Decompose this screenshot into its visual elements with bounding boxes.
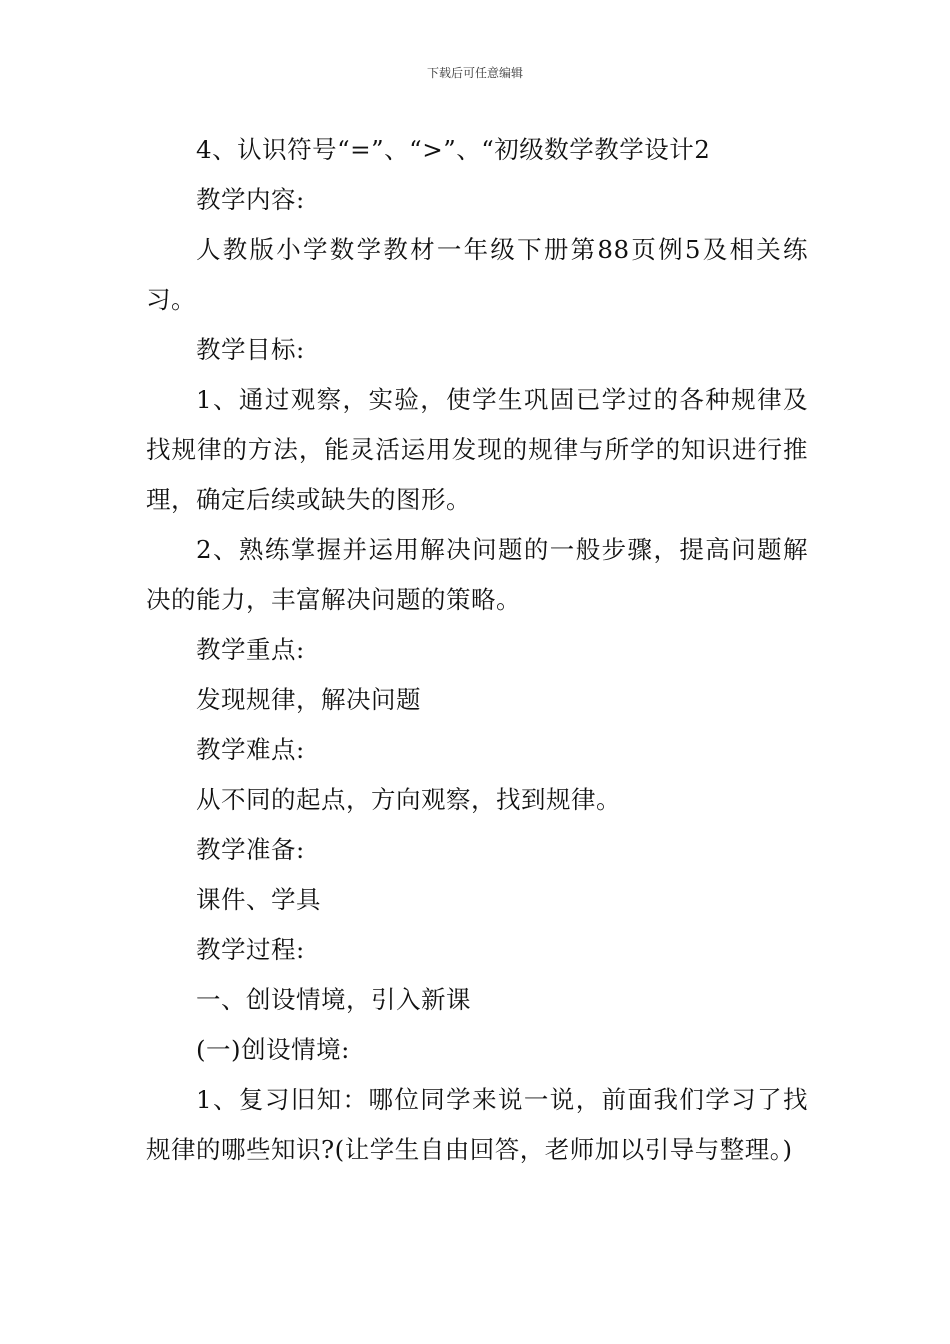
paragraph-key-points: 发现规律，解决问题 (196, 685, 421, 714)
paragraph-objective-2: 2、熟练掌握并运用解决问题的一般步骤，提高问题解决的能力，丰富解决问题的策略。 (146, 535, 808, 614)
section-heading-difficulties: 教学难点: (196, 735, 305, 764)
document-body (146, 125, 808, 1175)
paragraph-difficulties: 从不同的起点，方向观察，找到规律。 (196, 785, 621, 814)
paragraph-content: 人教版小学数学教材一年级下册第88页例5及相关练习。 (146, 235, 808, 314)
paragraph-objective-1: 1、通过观察，实验，使学生巩固已学过的各种规律及找规律的方法，能灵活运用发现的规律与所学的知识进行推理，确定后续或缺失的图形。 (146, 385, 808, 514)
subheading-create-situation: (一)创设情境: (196, 1035, 350, 1064)
section-heading-preparation: 教学准备: (196, 835, 305, 864)
section-heading-content: 教学内容: (196, 185, 305, 214)
subheading-part-one: 一、创设情境，引入新课 (196, 985, 471, 1014)
paragraph-preparation: 课件、学具 (196, 885, 321, 914)
page-header: 下载后可任意编辑 (426, 66, 523, 80)
section-heading-objectives: 教学目标: (196, 335, 305, 364)
paragraph-item-1: 4、认识符号“=”、“>”、“初级数学教学设计2 (196, 135, 711, 164)
section-heading-process: 教学过程: (196, 935, 305, 964)
paragraph-review: 1、复习旧知：哪位同学来说一说，前面我们学习了找规律的哪些知识?(让学生自由回答，老师加以引导与整理。) (146, 1085, 808, 1164)
section-heading-key-points: 教学重点: (196, 635, 305, 664)
